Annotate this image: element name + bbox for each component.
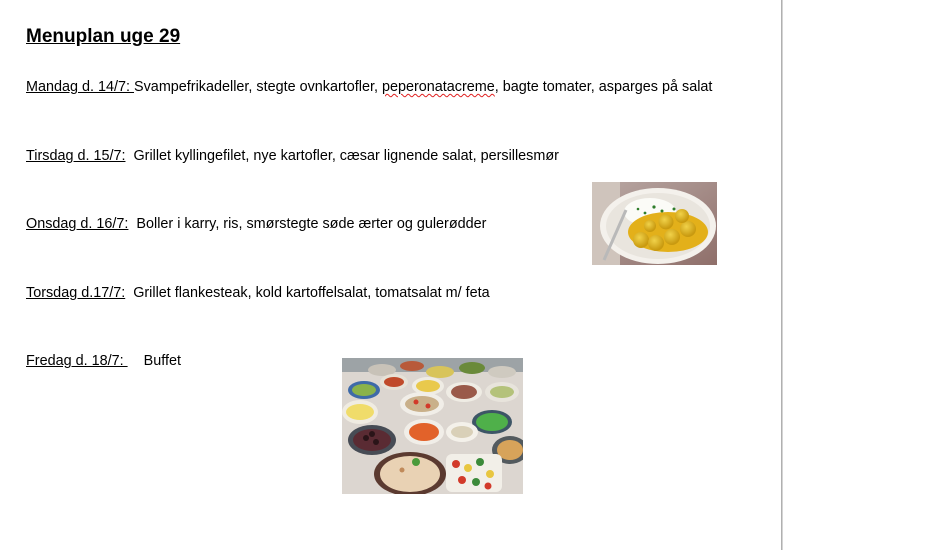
day-label-thursday: Torsdag d.17/7: [26, 285, 126, 301]
day-label-tuesday: Tirsdag d. 15/7: [26, 148, 126, 164]
menu-line-tuesday [26, 148, 559, 164]
buffet-illustration [342, 358, 523, 494]
menu-tuesday-text: Grillet kyllingefilet, nye kartofler, cæsar lignende salat, persillesmør [125, 148, 559, 164]
menu-line-monday [26, 79, 712, 95]
curry-meatballs-illustration [592, 182, 717, 265]
menu-monday-text-1: Svampefrikadeller, stegte ovnkartofler, [134, 79, 382, 95]
menu-line-wednesday [26, 216, 486, 232]
misspelled-word[interactable]: peperonatacreme [381, 79, 495, 95]
menu-thursday-text: Grillet flankesteak, kold kartoffelsalat, tomatsalat m/ feta [125, 285, 490, 301]
day-label-friday: Fredag d. 18/7: [26, 353, 128, 369]
menu-line-thursday [26, 285, 490, 301]
document-side-area [782, 0, 940, 550]
day-label-monday: Mandag d. 14/7: [26, 79, 135, 95]
page-title: Menuplan uge 29 [26, 26, 181, 47]
menu-monday-text-2: , bagte tomater, asparges på salat [494, 79, 713, 95]
menu-friday-text: Buffet [127, 353, 181, 369]
day-label-wednesday: Onsdag d. 16/7: [26, 216, 129, 232]
menu-wednesday-text: Boller i karry, ris, smørstegte søde ærter og gulerødder [128, 216, 487, 232]
menu-line-friday [26, 353, 181, 369]
buffet-photo[interactable] [342, 358, 523, 494]
curry-meatballs-photo[interactable] [592, 182, 717, 265]
